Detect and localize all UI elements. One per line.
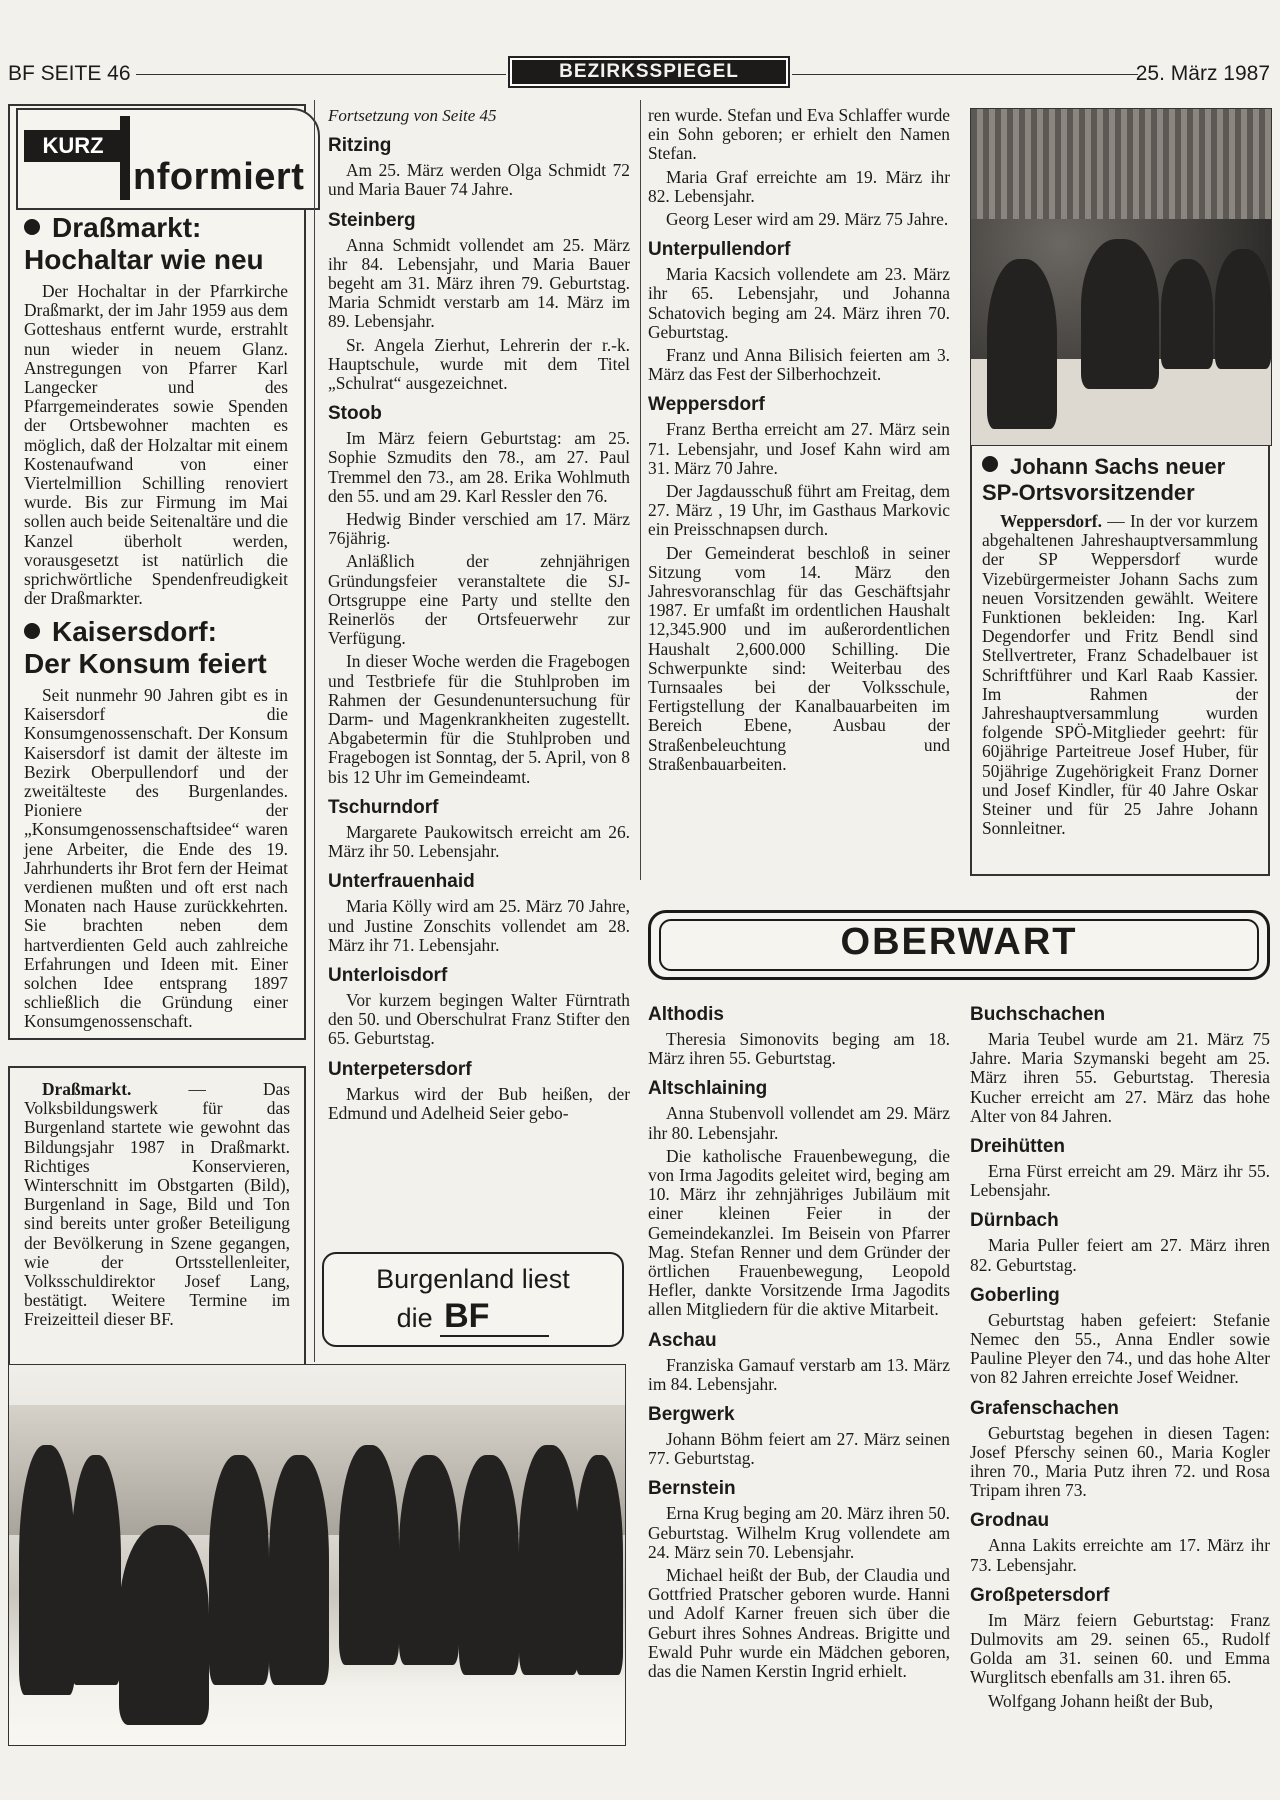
place-heading: Althodis	[648, 1004, 724, 1025]
place-paragraph: Erna Fürst erreicht am 29. März ihr 55. Lebensjahr.	[970, 1161, 1270, 1201]
caption-text: — Das Volksbildungswerk für das Burgenland startete wie gewohnt das Bildungsjahr 1987 in Draßmarkt. Richtiges Konservieren, Winterschnitt im Obstgarten (Bild), Burgenland in Sage, Bild und Ton sind bereits unter großer Beteiligung der Bevölkerung in Szene gegangen, wie der Ortsstellenleiter, Volksschuldirektor Josef Lang, bestätigt. Weitere Termine im Freizeitteil dieser BF.	[24, 1079, 290, 1330]
place-paragraph: Theresia Simonovits beging am 18. März ihren 55. Geburtstag.	[648, 1029, 950, 1069]
sachs-lead: Weppersdorf.	[1000, 511, 1102, 531]
person-figure	[119, 1525, 209, 1725]
person-figure	[459, 1455, 519, 1675]
place-paragraph: Franz Bertha erreicht am 27. März sein 71. Lebensjahr, und Josef Kahn wird am 31. März 70 Jahre.	[648, 419, 950, 478]
place-paragraph: Der Gemeinderat beschloß in seiner Sitzung vom 14. März den Jahresvoranschlag für das Geschäftsjahr 1987. Er umfaßt im ordentlichen Haushalt 12,345.900 und im außerordentlichen Haushalt 2,600.000 Schilling. Die Schwerpunkte sind: Weiterbau des Turnsaales bei der Volksschule, Fertigstellung der Kanalbauarbeiten im Bereich Ebene, Ausbau der Straßenbeleuchtung und Straßenbauarbeiten.	[648, 542, 950, 774]
place-paragraph: Markus wird der Bub heißen, der Edmund und Adelheid Seier gebo-	[328, 1083, 630, 1123]
story-subheadline: Der Konsum feiert	[24, 648, 267, 679]
kurz-story-drassmarkt	[24, 212, 288, 612]
kurz-informiert-banner	[16, 108, 320, 210]
paragraph: Georg Leser wird am 29. März 75 Jahre.	[666, 209, 949, 230]
place-paragraph: Johann Böhm feiert am 27. März seinen 77. Geburtstag.	[648, 1429, 950, 1469]
place-paragraph: Anna Schmidt vollendet am 25. März ihr 84. Lebensjahr, und Maria Bauer begeht am 31. März ihren 79. Geburtstag. Maria Schmidt verstarb am 14. März im 89. Lebensjahr.	[328, 234, 630, 332]
place-paragraph: Der Jagdausschuß führt am Freitag, dem 27. März , 19 Uhr, im Gasthaus Markovic ein Preisschnapsen durch.	[648, 481, 950, 540]
place-heading: Grafenschachen	[970, 1397, 1119, 1419]
place-heading: Steinberg	[328, 209, 416, 231]
person-figure	[71, 1455, 121, 1685]
column-rule	[640, 100, 641, 880]
place-paragraph: Geburtstag begehen in diesen Tagen: Josef Pferschy seinen 60., Maria Kogler ihren 70., Maria Putz ihren 72. und Rosa Tripam ihren 73.	[970, 1422, 1270, 1501]
bf-advert	[322, 1252, 624, 1347]
column-oberpullendorf-2	[648, 106, 950, 778]
place-paragraph: Maria Kacsich vollendete am 23. März ihr 65. Lebensjahr, und Johanna Schatovich beging am 24. März ihren 70. Geburtstag.	[648, 264, 950, 342]
place-heading: Grodnau	[970, 1510, 1050, 1532]
place-paragraph: Im März feiern Geburtstag: Franz Dulmovits am 29. seinen 65., Rudolf Golda am 31. seinen 60. und Emma Wurglitsch ebenfalls am 31. ihren 65.	[970, 1609, 1270, 1688]
place-paragraph: Anna Lakits erreichte am 17. März ihr 73. Lebensjahr.	[970, 1535, 1270, 1575]
place-paragraph: Anläßlich der zehnjährigen Gründungsfeier veranstaltete die SJ-Ortsgruppe eine Party und stellte den Reinerlös der Ortsfeuerwehr zur Verfügung.	[328, 551, 630, 649]
bullet-icon	[982, 456, 998, 472]
place-paragraph: Maria Kölly wird am 25. März 70 Jahre, und Justine Zonschits vollendet am 28. März ihr 71. Lebensjahr.	[328, 896, 630, 955]
place-heading: Bergwerk	[648, 1404, 735, 1426]
continuation-note: Fortsetzung von Seite 45	[328, 106, 497, 125]
oberwart-section-header	[648, 910, 1270, 980]
col2-sections	[328, 135, 630, 1123]
page-number: BF SEITE 46	[8, 62, 131, 85]
curtain-pattern	[971, 109, 1271, 219]
kurz-story-kaisersdorf	[24, 616, 288, 1036]
place-heading: Tschurndorf	[328, 796, 439, 818]
person-figure	[399, 1455, 459, 1665]
person-figure	[575, 1455, 623, 1675]
place-paragraph: Geburtstag haben gefeiert: Stefanie Nemec den 55., Anna Endler sowie Pauline Pleyer den 74., und das hohe Alter von 82 Jahren erreichte Josef Weidner.	[970, 1309, 1270, 1388]
continued-text: ren wurde. Stefan und Eva Schlaffer wurde ein Sohn geboren; er erhielt den Namen Stefan.	[648, 105, 950, 164]
place-heading: Dürnbach	[970, 1210, 1059, 1232]
oberwart-col2-sections	[970, 1004, 1270, 1711]
paragraph: Maria Graf erreichte am 19. März ihr 82. Lebensjahr.	[648, 166, 950, 206]
place-heading: Buchschachen	[970, 1004, 1106, 1025]
person-figure	[519, 1445, 579, 1675]
place-heading: Dreihütten	[970, 1136, 1065, 1158]
place-paragraph: Im März feiern Geburtstag: am 25. Sophie Szmudits den 78., am 27. Paul Tremmel den 73., am 28. Erika Wohlmuth den 55. und am 29. Karl Ressler den 76.	[328, 428, 630, 506]
section-label: BEZIRKSSPIEGEL	[512, 60, 786, 84]
sachs-headline: Johann Sachs neuer	[1010, 454, 1226, 479]
sachs-story-box	[970, 446, 1270, 876]
bf-logo: BF	[440, 1297, 549, 1337]
oberwart-column-2	[970, 994, 1270, 1715]
story-headline: Kaisersdorf:	[52, 616, 217, 647]
oberwart-column-1	[648, 994, 950, 1685]
kurz-informiert-box	[8, 104, 306, 1040]
story-body: Seit nunmehr 90 Jahren gibt es in Kaisersdorf die Konsumgenossenschaft. Der Konsum Kaisersdorf ist damit der älteste im Bezirk Oberpullendorf und der zweitälteste des Burgenlandes. Pioniere der „Konsumgenossenschaftsidee“ waren jene Arbeiter, die Ende des 19. Jahrhunderts ihr Brot fern der Heimat verdienen mußten und oft erst nach Monaten nach Hause zurückkehrten. Sie brachten neben dem hartverdienten Geld auch zahlreiche Erfahrungen und Ideen mit. Einer solchen Idee entsprang 1897 schließlich die Gründung einer Konsumgenossenschaft.	[24, 685, 288, 1032]
story-subheadline: Hochaltar wie neu	[24, 244, 264, 275]
person-figure	[19, 1445, 75, 1695]
sachs-text: — In der vor kurzem abgehaltenen Jahreshauptversammlung der SP Weppersdorf wurde Vizebürgermeister Johann Sachs zum neuen Vorsitzenden gewählt. Weitere Funktionen bekleiden: Ing. Karl Degendorfer und Fritz Bendl sind Stellvertreter, Franz Schadelbauer ist Schriftführer und Karl Raab Kassier. Im Rahmen der Jahreshauptversammlung wurden folgende SPÖ-Mitglieder geehrt: für 60jährige Parteitreue Josef Huber, für 50jährige Zugehörigkeit Franz Dorner und Josef Kindler, für 40 Jahre Oskar Steiner und für 25 Jahre Johann Sonnleitner.	[982, 511, 1258, 839]
place-paragraph: Maria Teubel wurde am 21. März 75 Jahre. Maria Szymanski begeht am 25. März ihren 55. Geburtstag. Theresia Kucher erreicht am 27. März das hohe Alter von 84 Jahren.	[970, 1029, 1270, 1126]
bullet-icon	[24, 219, 40, 235]
place-paragraph: Am 25. März werden Olga Schmidt 72 und Maria Bauer 74 Jahre.	[328, 160, 630, 200]
col3-lead-paras	[648, 168, 950, 230]
place-heading: Aschau	[648, 1329, 717, 1351]
header-rule-left	[136, 74, 506, 75]
kurz-label: KURZ	[24, 130, 122, 162]
person-figure	[1161, 259, 1213, 369]
person-figure	[987, 259, 1057, 429]
place-heading: Ritzing	[328, 135, 392, 157]
col3-sections	[648, 239, 950, 774]
person-figure	[339, 1445, 399, 1665]
place-paragraph: Franz und Anna Bilisich feierten am 3. März das Fest der Silberhochzeit.	[648, 345, 950, 385]
place-paragraph: Michael heißt der Bub, der Claudia und Gottfried Pratscher geboren wurde. Hanni und Adolf Karner freuen sich über die Geburt ihres Sohnes Andreas. Brigitte und Ewald Puhr wurde ein Mädchen geboren, das die Namen Kerstin Ingrid erhielt.	[648, 1565, 950, 1682]
place-paragraph: Wolfgang Johann heißt der Bub,	[988, 1690, 1214, 1711]
oberwart-col1-sections	[648, 1004, 950, 1681]
place-paragraph: Vor kurzem begingen Walter Fürntrath den 50. und Oberschulrat Franz Stifter den 65. Geburtstag.	[328, 989, 630, 1049]
place-paragraph: Erna Krug beging am 20. März ihren 50. Geburtstag. Wilhelm Krug vollendete am 24. März sein 70. Lebensjahr.	[648, 1503, 950, 1562]
place-heading: Altschlaining	[648, 1078, 768, 1100]
person-figure	[1081, 239, 1159, 389]
column-oberpullendorf-1	[328, 106, 630, 1127]
photo-caption-box	[8, 1066, 306, 1366]
place-heading: Weppersdorf	[648, 394, 765, 416]
oberwart-title: OBERWART	[840, 921, 1078, 963]
column-rule	[314, 100, 315, 1362]
place-paragraph: Margarete Paukowitsch erreicht am 26. März ihr 50. Lebensjahr.	[328, 821, 630, 862]
meeting-photo	[970, 108, 1272, 446]
place-heading: Unterpullendorf	[648, 239, 791, 261]
place-paragraph: Franziska Gamauf verstarb am 13. März im 84. Lebensjahr.	[648, 1354, 950, 1394]
place-paragraph: Die katholische Frauenbewegung, die von Irma Jagodits geleitet wird, beging am 10. März ihr zehnjähriges Jubiläum mit einer kleinen Feier in der Gemeindekanzlei. Im Beisein von Pfarrer Mag. Stefan Renner und dem Gründer der örtlichen Frauenbewegung, Leopold Hefler, dankte Vorsitzende Irma Jagodits allen Mitgliedern für die aktive Mitarbeit.	[648, 1145, 950, 1320]
place-heading: Bernstein	[648, 1478, 736, 1500]
page-header	[8, 62, 1270, 88]
place-paragraph: Hedwig Binder verschied am 17. März 76jährig.	[328, 509, 630, 549]
person-figure	[209, 1455, 269, 1685]
orchard-photo	[8, 1364, 626, 1746]
bullet-icon	[24, 623, 40, 639]
sachs-subheadline: SP-Ortsvorsitzender	[982, 480, 1195, 505]
place-paragraph: Anna Stubenvoll vollendet am 29. März ihr 80. Lebensjahr.	[648, 1103, 950, 1143]
place-heading: Stoob	[328, 403, 382, 425]
photo-caption	[24, 1080, 290, 1330]
sachs-body	[982, 512, 1258, 838]
place-heading: Unterloisdorf	[328, 964, 448, 986]
place-heading: Unterfrauenhaid	[328, 871, 475, 893]
person-figure	[269, 1455, 329, 1685]
place-paragraph: Sr. Angela Zierhut, Lehrerin der r.-k. Hauptschule, wurde mit dem Titel „Schulrat“ ausgezeichnet.	[328, 334, 630, 394]
place-heading: Großpetersdorf	[970, 1584, 1110, 1606]
place-paragraph: In dieser Woche werden die Fragebogen und Testbriefe für die Stuhlproben im Rahmen der Gesundenuntersuchung für Darm- und Magenkrankheiten zugestellt. Abgabetermin für die Stuhlproben und Fragebogen ist Sonntag, der 5. April, von 8 bis 12 Uhr im Gemeindeamt.	[328, 651, 630, 787]
header-rule-right	[792, 74, 1138, 75]
section-label-box	[508, 56, 790, 88]
place-paragraph: Maria Puller feiert am 27. März ihren 82. Geburtstag.	[970, 1235, 1270, 1275]
person-figure	[1215, 249, 1271, 369]
issue-date: 25. März 1987	[1135, 62, 1270, 85]
place-heading: Goberling	[970, 1284, 1060, 1306]
ad-line2: die	[396, 1303, 433, 1333]
ad-line1: Burgenland liest	[376, 1264, 570, 1294]
story-body: Der Hochaltar in der Pfarrkirche Draßmarkt, der im Jahr 1959 aus dem Gotteshaus entfernt wurde, erstrahlt nun wieder in neuem Glanz. Anstregungen von Pfarrer Karl Langecker und des Pfarrgemeinderates sowie Spenden der Ortsbewohner machten es möglich, daß der Holzaltar mit einem Kostenaufwand von einer Viertelmillion Schilling renoviert wurde. Bis zur Firmung im Mai sollen auch beide Seitenaltäre und die Kanzel überholt werden, vorausgesetzt ist natürlich die sprichwörtliche Spendenfreudigkeit der Draßmarkter.	[24, 281, 288, 609]
kurz-title: Informiert	[122, 156, 305, 198]
place-heading: Unterpetersdorf	[328, 1058, 472, 1080]
caption-lead: Draßmarkt.	[42, 1079, 132, 1099]
story-headline: Draßmarkt:	[52, 212, 202, 243]
